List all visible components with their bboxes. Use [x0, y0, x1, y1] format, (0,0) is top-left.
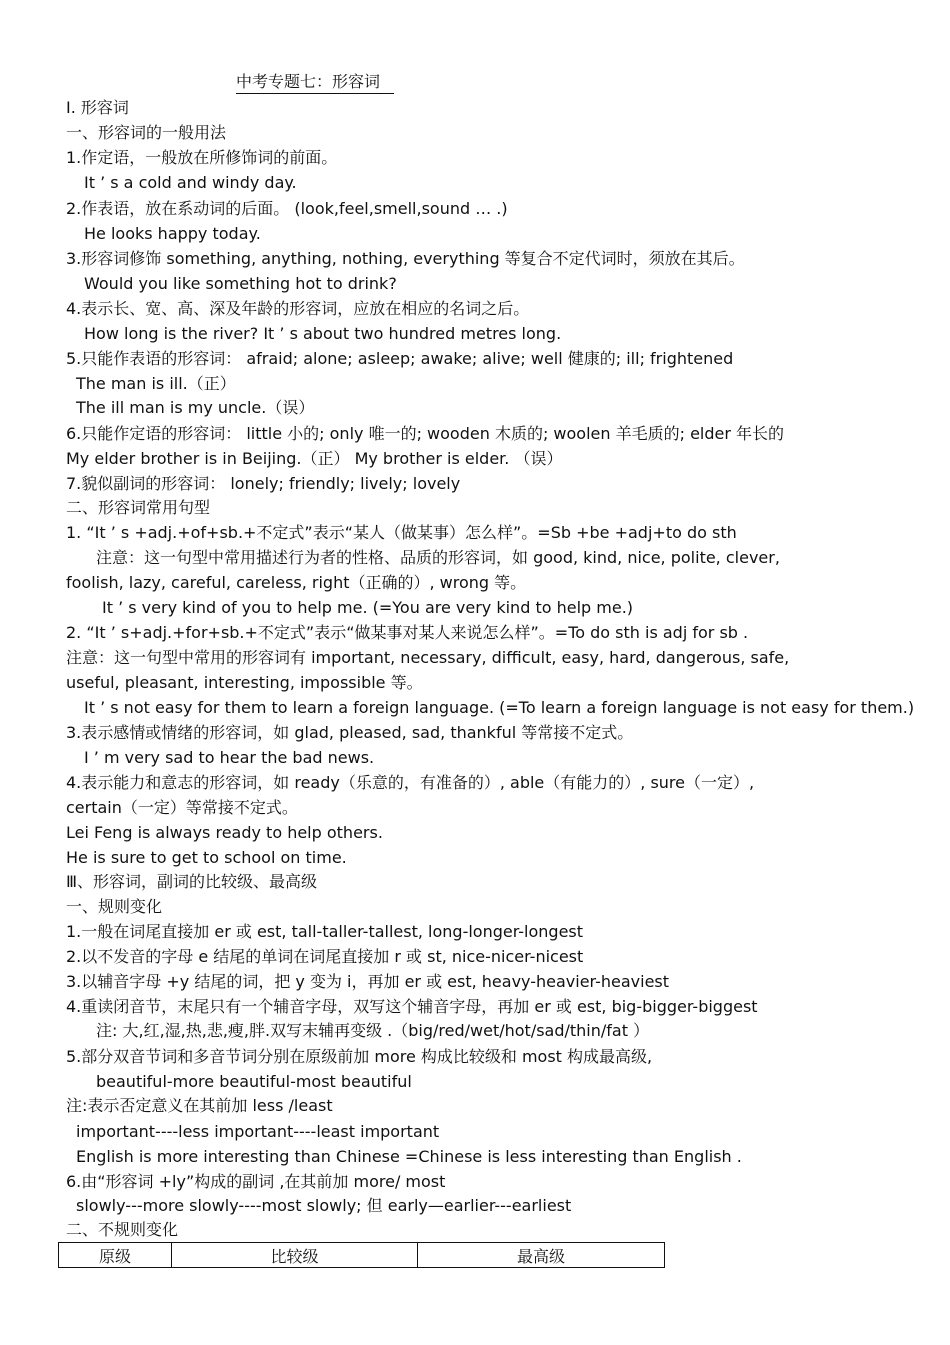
text-line: The man is ill.（正） — [76, 374, 236, 393]
text-line: How long is the river? It ’ s about two hundred metres long. — [84, 324, 562, 343]
text-line: 4.重读闭音节，末尾只有一个辅音字母，双写这个辅音字母，再加 er 或 est, big-bigger-biggest — [66, 997, 758, 1016]
text-line: I. 形容词 — [66, 98, 129, 117]
text-line: It ’ s not easy for them to learn a foreign language. (=To learn a foreign language is not easy for them.) — [84, 698, 915, 717]
text-line: 4.表示能力和意志的形容词，如 ready（乐意的，有准备的）, able（有能力的）, sure（一定）, — [66, 773, 755, 792]
text-line: English is more interesting than Chinese =Chinese is less interesting than English . — [76, 1147, 742, 1166]
text-line: He is sure to get to school on time. — [66, 848, 347, 867]
text-line: 5.只能作表语的形容词： afraid; alone; asleep; awake; alive; well 健康的; ill; frightened — [66, 349, 734, 368]
text-line: 注:表示否定意义在其前加 less /least — [66, 1096, 333, 1115]
text-line: 3.形容词修饰 something, anything, nothing, everything 等复合不定代词时，须放在其后。 — [66, 249, 745, 268]
text-line: It ’ s a cold and windy day. — [84, 173, 297, 192]
text-line: slowly---more slowly----most slowly; 但 early—earlier---earliest — [76, 1196, 572, 1215]
text-line: He looks happy today. — [84, 224, 261, 243]
text-line: 二、形容词常用句型 — [66, 498, 211, 517]
text-line: 2.作表语，放在系动词的后面。 (look,feel,smell,sound … .) — [66, 199, 508, 218]
text-line: The ill man is my uncle.（误） — [76, 398, 315, 417]
text-line: 一、规则变化 — [66, 897, 163, 916]
text-line: foolish, lazy, careful, careless, right（正确的）, wrong 等。 — [66, 573, 527, 592]
header-superlative: 最高级 — [418, 1243, 665, 1268]
text-line: 7.貌似副词的形容词： lonely; friendly; lively; lovely — [66, 474, 461, 493]
text-line: 3.表示感情或情绪的形容词，如 glad, pleased, sad, thankful 等常接不定式。 — [66, 723, 634, 742]
page-title: 中考专题七：形容词 — [236, 72, 394, 94]
table-header-row — [59, 1243, 665, 1268]
text-line: It ’ s very kind of you to help me. (=You are very kind to help me.) — [102, 598, 634, 617]
text-line: useful, pleasant, interesting, impossible 等。 — [66, 673, 423, 692]
text-line: I ’ m very sad to hear the bad news. — [84, 748, 375, 767]
text-line: 注意：这一句型中常用的形容词有 important, necessary, difficult, easy, hard, dangerous, safe, — [66, 648, 790, 667]
text-line: certain（一定）等常接不定式。 — [66, 798, 298, 817]
header-positive: 原级 — [59, 1243, 172, 1268]
text-line: 1. “It ’ s +adj.+of+sb.+不定式”表示“某人（做某事）怎么样”。=Sb +be +adj+to do sth — [66, 523, 737, 542]
header-comparative: 比较级 — [172, 1243, 418, 1268]
text-line: 1.作定语，一般放在所修饰词的前面。 — [66, 148, 338, 167]
irregular-forms-table — [58, 1242, 665, 1268]
text-line: 一、形容词的一般用法 — [66, 123, 227, 142]
text-line: 2. “It ’ s+adj.+for+sb.+不定式”表示“做某事对某人来说怎么样”。=To do sth is adj for sb . — [66, 623, 749, 642]
text-line: Lei Feng is always ready to help others. — [66, 823, 383, 842]
text-line: Ⅲ、形容词，副词的比较级、最高级 — [66, 872, 318, 891]
text-line: 注意：这一句型中常用描述行为者的性格、品质的形容词，如 good, kind, nice, polite, clever, — [96, 548, 780, 567]
text-line: beautiful-more beautiful-most beautiful — [96, 1072, 412, 1091]
text-line: 5.部分双音节词和多音节词分别在原级前加 more 构成比较级和 most 构成最高级, — [66, 1047, 653, 1066]
text-line: Would you like something hot to drink? — [84, 274, 397, 293]
text-line: 6.只能作定语的形容词： little 小的; only 唯一的; wooden 木质的; woolen 羊毛质的; elder 年长的 — [66, 424, 785, 443]
text-line: 6.由“形容词 +ly”构成的副词 ,在其前加 more/ most — [66, 1172, 446, 1191]
text-line: 二、不规则变化 — [66, 1220, 179, 1239]
text-line: 3.以辅音字母 +y 结尾的词，把 y 变为 i，再加 er 或 est, heavy-heavier-heaviest — [66, 972, 670, 991]
text-line: important----less important----least important — [76, 1122, 440, 1141]
text-line: 1.一般在词尾直接加 er 或 est, tall-taller-tallest, long-longer-longest — [66, 922, 584, 941]
text-line: 注: 大,红,湿,热,悲,瘦,胖.双写末辅再变级 .（big/red/wet/hot/sad/thin/fat ） — [96, 1021, 650, 1040]
text-line: 4.表示长、宽、高、深及年龄的形容词，应放在相应的名词之后。 — [66, 299, 530, 318]
text-line: My elder brother is in Beijing.（正） My brother is elder. （误） — [66, 449, 563, 468]
text-line: 2.以不发音的字母 e 结尾的单词在词尾直接加 r 或 st, nice-nicer-nicest — [66, 947, 584, 966]
